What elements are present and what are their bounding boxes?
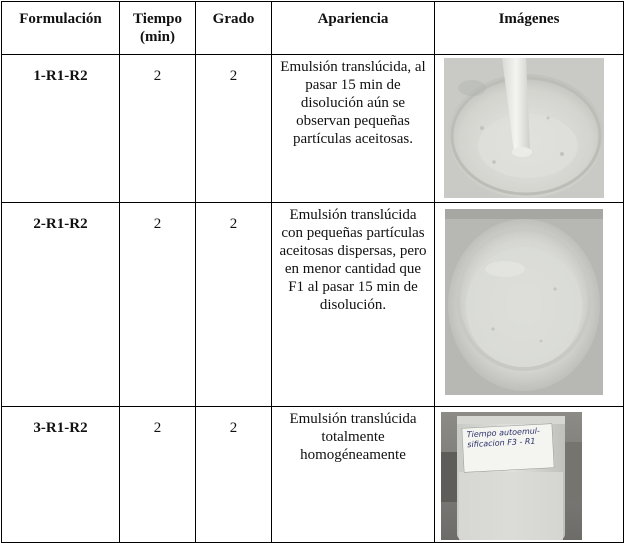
row-apariencia: Emulsión translúcida con pequeñas partículas aceitosas dispersas, pero en menor cantidad que F1 al pasar 15 min de disolución. [272,203,435,407]
row-image-cell [435,407,624,543]
beaker-with-stirrer-photo [444,58,604,198]
table-row [2,407,624,543]
row-tiempo: 2 [120,203,196,407]
row-grado: 2 [196,203,272,407]
header-apariencia: Apariencia [272,2,435,55]
header-row [2,2,624,55]
labeled-jar-photo [441,412,582,540]
row-tiempo: 2 [120,407,196,543]
header-formulacion: Formulación [2,2,120,55]
row-apariencia: Emulsión translúcida, al pasar 15 min de disolución aún se observan pequeñas partículas aceitosas. [272,55,435,203]
row-formulacion: 2-R1-R2 [2,203,120,407]
table-row [2,203,624,407]
header-tiempo: Tiempo (min) [120,2,196,55]
row-tiempo: 2 [120,55,196,203]
jar-label-text: Tiempo autoemul- sificacion F3 - R1 [466,426,541,450]
header-imagenes: Imágenes [435,2,624,55]
row-image-cell [435,55,624,203]
formulation-table [1,1,624,543]
row-formulacion: 1-R1-R2 [2,55,120,203]
beaker-top-view-photo [445,209,603,395]
header-grado: Grado [196,2,272,55]
row-image-cell [435,203,624,407]
row-apariencia: Emulsión translúcida totalmente homogéneamente [272,407,435,543]
row-grado: 2 [196,55,272,203]
table-row [2,55,624,203]
row-formulacion: 3-R1-R2 [2,407,120,543]
row-grado: 2 [196,407,272,543]
